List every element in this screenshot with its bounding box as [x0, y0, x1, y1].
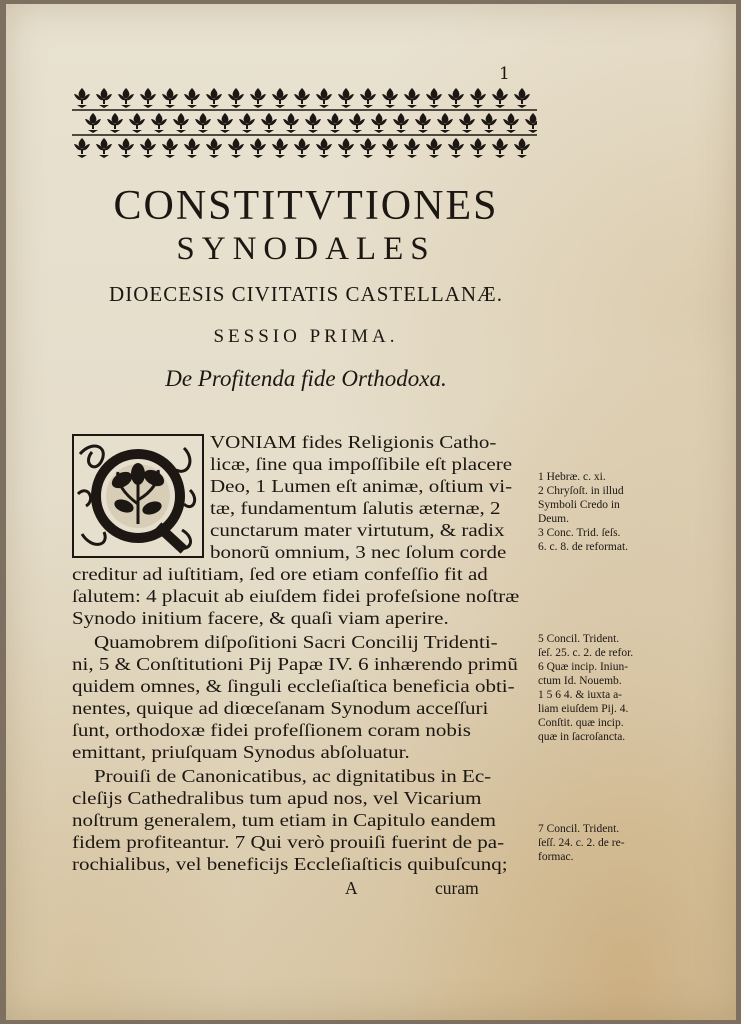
body-line: Synodo initium facere, & quaſi viam aperire. — [72, 608, 449, 628]
book-subtitle: SYNODALES — [176, 231, 436, 267]
decorated-initial — [72, 434, 204, 558]
margin-note: formac. — [538, 851, 574, 863]
body-line: tæ, fundamentum ſalutis æternæ, 2 — [210, 498, 501, 518]
page-number: 1 — [499, 64, 510, 84]
body-line: bonorũ omnium, 3 nec ſolum corde — [210, 542, 507, 562]
headpiece-ornament — [72, 86, 537, 162]
catchword: curam — [435, 878, 479, 898]
body-line: nentes, quique ad diœceſanam Synodum acceſſuri — [72, 698, 489, 718]
body-line: emittant, priuſquam Synodus abſoluatur. — [72, 742, 410, 762]
body-line: licæ, ſine qua impoſſibile eſt placere — [210, 454, 513, 474]
body-line: cleſijs Cathedralibus tum apud nos, vel Vicarium — [72, 788, 482, 808]
body-line: ſalutem: 4 placuit ab eiuſdem fidei profeſsione noſtræ — [72, 586, 520, 606]
margin-note: Conſtit. quæ incip. — [538, 717, 624, 729]
body-line: Deo, 1 Lumen eſt animæ, oſtium vi- — [210, 476, 513, 496]
margin-note: 3 Conc. Trid. ſeſs. — [538, 527, 621, 539]
book-page — [6, 4, 736, 1020]
margin-note: liam eiuſdem Pij. 4. — [538, 703, 629, 715]
body-line: Prouiſi de Canonicatibus, ac dignitatibus in Ec- — [94, 766, 492, 786]
margin-note: ſeſ. 25. c. 2. de refor. — [538, 647, 634, 659]
session-heading: SESSIO PRIMA. — [213, 326, 399, 347]
book-title: CONSTITVTIONES — [113, 183, 499, 229]
body-line: creditur ad iuſtitiam, ſed ore etiam confeſſio fit ad — [72, 564, 488, 584]
margin-note: 6. c. 8. de reformat. — [538, 541, 629, 553]
body-line: fidem profiteantur. 7 Qui verò prouiſi fuerint de pa- — [72, 832, 505, 852]
margin-note: 5 Concil. Trident. — [538, 633, 620, 645]
body-line: rochialibus, vel beneficijs Eccleſiaſticis quibuſcunq; — [72, 854, 508, 874]
body-line: cunctarum mater virtutum, & radix — [210, 520, 505, 540]
margin-note: ctum Id. Nouemb. — [538, 675, 622, 687]
body-line: VONIAM fides Religionis Catho- — [210, 432, 497, 452]
section-heading: De Profitenda fide Orthodoxa. — [165, 366, 447, 391]
body-line: ni, 5 & Conſtitutioni Pij Papæ IV. 6 inhærendo primũ — [72, 654, 518, 674]
margin-note: 7 Concil. Trident. — [538, 823, 620, 835]
margin-note: quæ in ſacroſancta. — [538, 731, 626, 743]
body-line: Quamobrem diſpoſitioni Sacri Concilij Tridenti- — [94, 632, 498, 652]
margin-note: Symboli Credo in — [538, 499, 620, 511]
body-line: quidem omnes, & ſinguli eccleſiaſtica beneficia obti- — [72, 676, 515, 696]
margin-note: 2 Chryſoſt. in illud — [538, 485, 624, 497]
body-line: ſunt, orthodoxæ fidei profeſſionem coram nobis — [72, 720, 471, 740]
signature-mark: A — [345, 878, 358, 898]
margin-note: Deum. — [538, 513, 569, 525]
margin-note: 1 5 6 4. & iuxta a- — [538, 689, 622, 701]
body-line: noſtrum generalem, tum etiam in Capitulo eandem — [72, 810, 496, 830]
diocese-line: DIOECESIS CIVITATIS CASTELLANÆ. — [109, 282, 503, 306]
margin-note: ſeſſ. 24. c. 2. de re- — [538, 837, 625, 849]
margin-note: 1 Hebræ. c. xi. — [538, 471, 606, 483]
margin-note: 6 Quæ incip. Iniun- — [538, 661, 629, 673]
